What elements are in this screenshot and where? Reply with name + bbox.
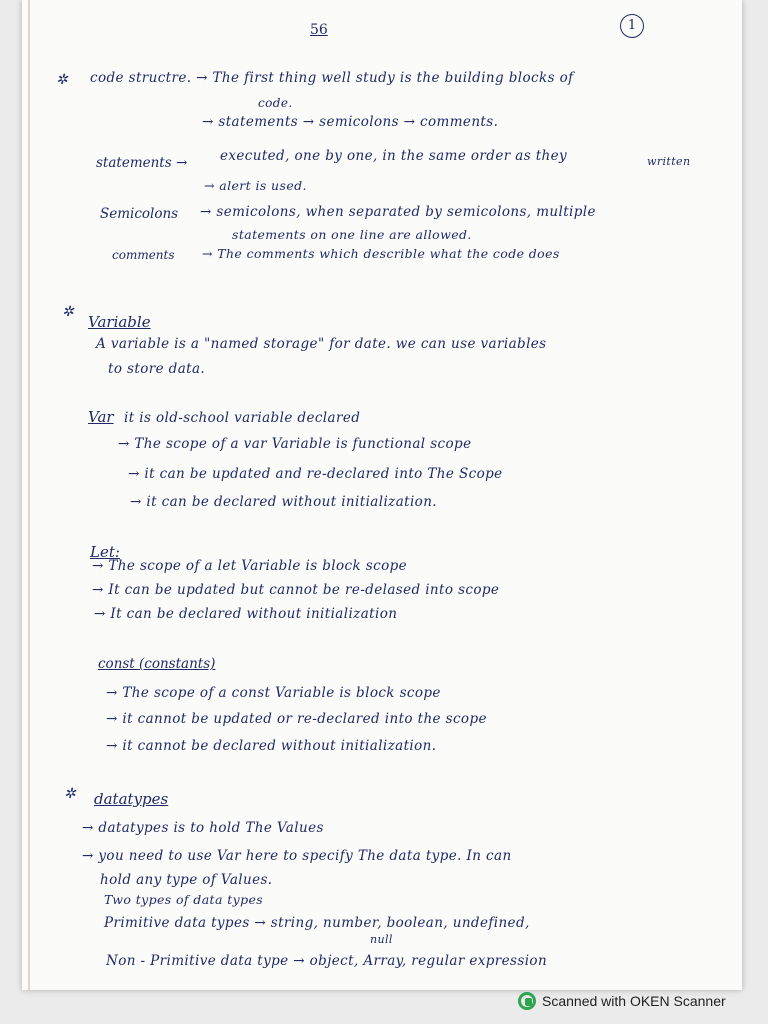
variable-def-cont: to store data.: [108, 361, 206, 377]
datatypes-hold: → datatypes is to hold The Values: [82, 820, 324, 836]
scanner-text: Scanned with OKEN Scanner: [542, 993, 726, 1009]
const-scope: → The scope of a const Variable is block scope: [106, 685, 441, 701]
oken-scanner-logo-icon: [518, 992, 536, 1010]
const-update: → it cannot be updated or re-declared into the scope: [106, 711, 487, 727]
statements-desc-cont: written: [647, 155, 691, 168]
alert-line: → alert is used.: [204, 178, 307, 193]
star-bullet-icon: ✲: [62, 304, 74, 320]
star-bullet-icon: ✲: [56, 72, 68, 88]
semicolons-desc-cont: statements on one line are allowed.: [232, 227, 472, 242]
let-declare: → It can be declared without initialization: [94, 606, 398, 622]
let-update: → It can be updated but cannot be re-delased into scope: [92, 582, 500, 598]
statements-desc: executed, one by one, in the same order as they: [220, 148, 568, 164]
scanner-watermark: [518, 990, 768, 1012]
star-bullet-icon: ✲: [64, 786, 76, 802]
structure-list: → statements → semicolons → comments.: [202, 114, 499, 130]
let-scope: → The scope of a let Variable is block scope: [92, 558, 408, 574]
two-types-line: Two types of data types: [104, 892, 264, 907]
datatypes-heading: datatypes: [94, 790, 169, 808]
const-declare: → it cannot be declared without initialization.: [106, 738, 437, 754]
semicolons-desc: → semicolons, when separated by semicolons, multiple: [200, 204, 596, 220]
non-primitive-line: Non - Primitive data type → object, Array, regular expression: [106, 953, 548, 969]
margin-line: [28, 0, 30, 990]
var-desc: it is old-school variable declared: [124, 410, 361, 426]
comments-label: comments: [112, 248, 175, 262]
circled-page-number: 1: [620, 14, 644, 38]
primitive-line: Primitive data types → string, number, boolean, undefined,: [104, 915, 530, 931]
var-declare: → it can be declared without initialization.: [130, 494, 437, 510]
let-heading: Let:: [90, 543, 120, 561]
var-heading: Var: [88, 408, 114, 426]
notebook-page: [22, 0, 742, 990]
code-structure-line: code structre. → The first thing well study is the building blocks of: [90, 70, 574, 86]
statements-label: statements →: [96, 155, 188, 171]
page-number: 56: [310, 22, 328, 38]
comments-desc: → The comments which describle what the code does: [202, 246, 560, 261]
var-scope: → The scope of a var Variable is functional scope: [118, 436, 472, 452]
var-update: → it can be updated and re-declared into The Scope: [128, 466, 503, 482]
datatypes-var: → you need to use Var here to specify The data type. In can: [82, 848, 512, 864]
code-structure-cont: code.: [258, 96, 293, 110]
datatypes-var-cont: hold any type of Values.: [100, 872, 273, 888]
variable-def: A variable is a "named storage" for date. we can use variables: [96, 336, 547, 352]
semicolons-label: Semicolons: [100, 206, 179, 222]
const-heading: const (constants): [98, 656, 216, 672]
primitive-line-cont: null: [370, 933, 393, 946]
variable-heading: Variable: [88, 313, 151, 331]
